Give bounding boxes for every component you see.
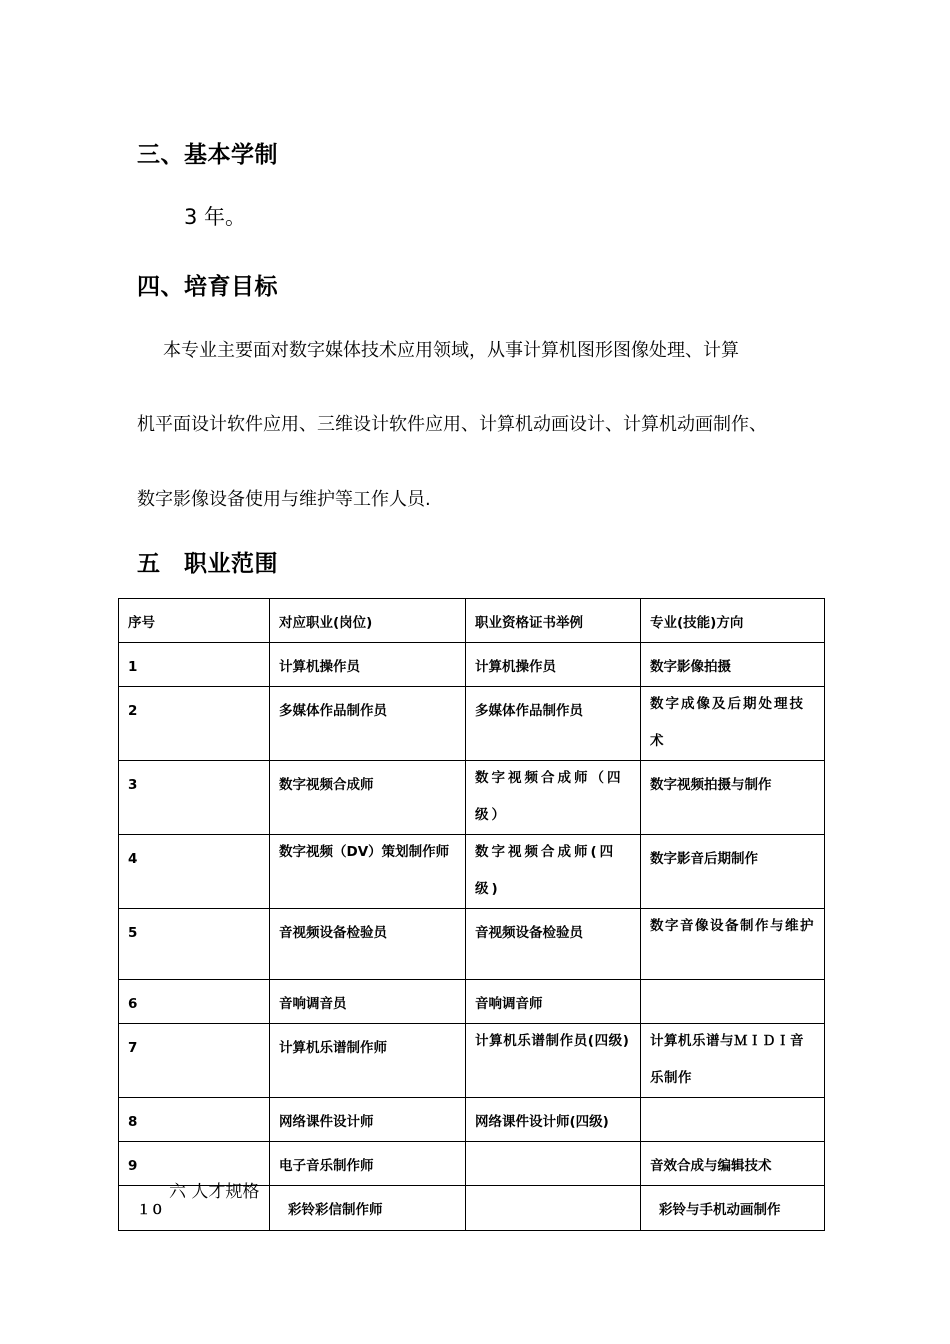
table-cell xyxy=(641,1098,825,1142)
section-4-paragraph-line-3: 数字影像设备使用与维护等工作人员. xyxy=(137,489,431,510)
section-3-title: 三、基本学制 xyxy=(137,142,278,168)
table-cell: 4 xyxy=(119,835,270,909)
table-cell xyxy=(641,980,825,1024)
table-cell: 3 xyxy=(119,761,270,835)
table-cell: 数字视频（DV）策划制作师 xyxy=(270,835,466,909)
header-cell: 职业资格证书举例 xyxy=(466,599,641,643)
table-row xyxy=(119,835,825,909)
table-cell: 彩铃彩信制作师 xyxy=(270,1186,466,1231)
section-5-title: 五 职业范围 xyxy=(137,551,278,577)
table-row xyxy=(119,909,825,980)
table-cell: 音视频设备检验员 xyxy=(466,909,641,980)
section-3-text: 3 年。 xyxy=(184,205,247,229)
table-cell: 计算机操作员 xyxy=(466,643,641,687)
table-row xyxy=(119,1024,825,1098)
table-cell xyxy=(466,1186,641,1231)
header-cell: 专业(技能)方向 xyxy=(641,599,825,643)
occupation-table xyxy=(118,598,825,1231)
table-cell: 数字视频合成师 xyxy=(270,761,466,835)
table-cell: 7 xyxy=(119,1024,270,1098)
table-cell: 9 xyxy=(119,1142,270,1186)
table-cell: 数字音像设备制作与维护 xyxy=(641,909,825,980)
table-cell: 5 xyxy=(119,909,270,980)
table-row xyxy=(119,687,825,761)
table-cell: 计算机操作员 xyxy=(270,643,466,687)
table-cell: 1 xyxy=(119,643,270,687)
section-6-title: 六 人才规格 xyxy=(169,1182,260,1202)
table-cell: 计算机乐谱制作员(四级) xyxy=(466,1024,641,1098)
table-row xyxy=(119,1098,825,1142)
table-cell: 多媒体作品制作员 xyxy=(270,687,466,761)
table-cell: 电子音乐制作师 xyxy=(270,1142,466,1186)
table-cell: 数字视频拍摄与制作 xyxy=(641,761,825,835)
table-cell: 2 xyxy=(119,687,270,761)
table-cell: 音响调音师 xyxy=(466,980,641,1024)
header-cell: 序号 xyxy=(119,599,270,643)
table-cell: 数字成像及后期处理技术 xyxy=(641,687,825,761)
table-cell: 计算机乐谱与ＭＩＤＩ音乐制作 xyxy=(641,1024,825,1098)
table-cell: 6 xyxy=(119,980,270,1024)
table-cell: 音视频设备检验员 xyxy=(270,909,466,980)
table-row xyxy=(119,643,825,687)
table-cell: 网络课件设计师(四级) xyxy=(466,1098,641,1142)
table-cell: 彩铃与手机动画制作 xyxy=(641,1186,825,1231)
table-row xyxy=(119,761,825,835)
section-4-paragraph-line-2: 机平面设计软件应用、三维设计软件应用、计算机动画设计、计算机动画制作、 xyxy=(137,414,767,435)
section-4-paragraph-line-1: 本专业主要面对数字媒体技术应用领域，从事计算机图形图像处理、计算 xyxy=(163,340,739,361)
table-cell: 数字影像拍摄 xyxy=(641,643,825,687)
table-cell xyxy=(466,1142,641,1186)
table-row xyxy=(119,980,825,1024)
table-cell: 网络课件设计师 xyxy=(270,1098,466,1142)
table-header-row xyxy=(119,599,825,643)
table-cell: 8 xyxy=(119,1098,270,1142)
table-cell: 多媒体作品制作员 xyxy=(466,687,641,761)
table-cell: 数字影音后期制作 xyxy=(641,835,825,909)
table-cell: 音效合成与编辑技术 xyxy=(641,1142,825,1186)
section-4-title: 四、培育目标 xyxy=(137,274,278,300)
header-cell: 对应职业(岗位) xyxy=(270,599,466,643)
table-cell: １０ xyxy=(119,1186,270,1231)
table-cell: 计算机乐谱制作师 xyxy=(270,1024,466,1098)
table-cell: 音响调音员 xyxy=(270,980,466,1024)
table-cell: 数字视频合成师(四级) xyxy=(466,835,641,909)
table-cell: 数字视频合成师（四级） xyxy=(466,761,641,835)
